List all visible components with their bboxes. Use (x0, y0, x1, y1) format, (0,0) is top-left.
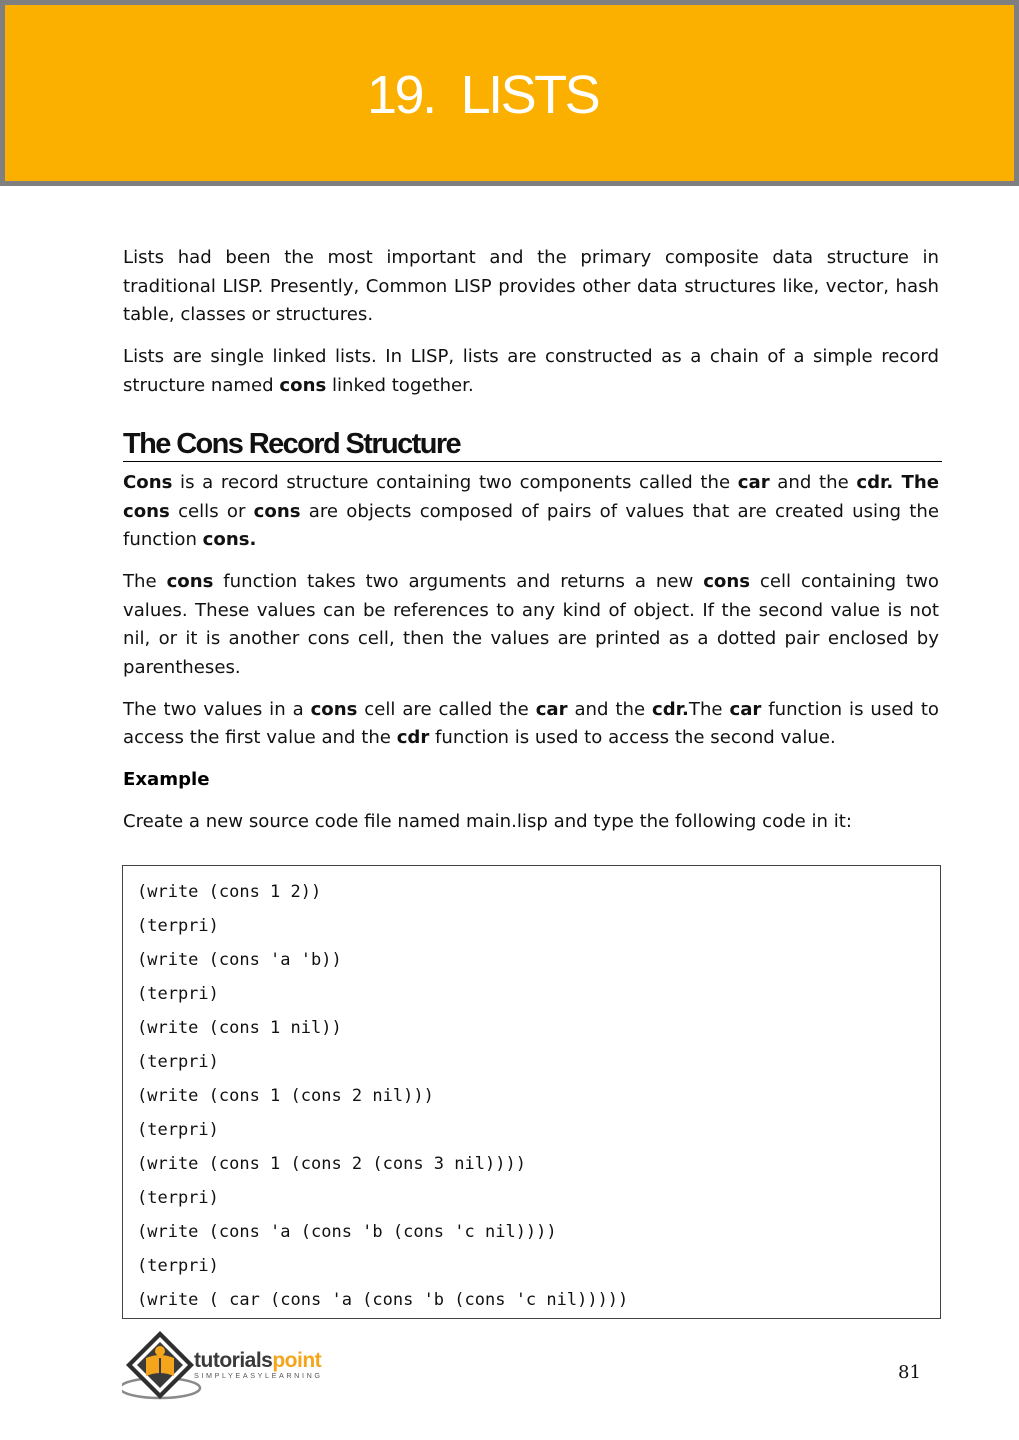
code-line: (write (cons 1 2)) (137, 882, 322, 902)
code-line: (write (cons 1 nil)) (137, 1018, 342, 1038)
code-line: (write (cons 'a (cons 'b (cons 'c nil)))) (137, 1222, 557, 1242)
code-line: (terpri) (137, 1256, 219, 1276)
code-line: (terpri) (137, 984, 219, 1004)
section-heading: The Cons Record Structure (123, 426, 942, 462)
section-paragraph-2: The cons function takes two arguments and returns a new cons cell containing two values. These values can be references to any kind of object. If the second value is not nil, or it is another cons cell, then the values are printed as a dotted pair enclosed by parentheses. (123, 571, 939, 678)
page-content (123, 244, 939, 850)
logo-text-tutorials: tutorials (194, 1349, 273, 1372)
chapter-title (367, 63, 598, 127)
logo-text-point: point (272, 1349, 322, 1372)
tutorialspoint-logo (122, 1328, 372, 1402)
code-line: (terpri) (137, 1188, 219, 1208)
page-number: 81 (898, 1362, 921, 1383)
code-line: (terpri) (137, 1052, 219, 1072)
svg-text:tutorialspoint (194, 1349, 322, 1372)
example-label: Example (123, 769, 210, 790)
code-line: (write (cons 'a 'b)) (137, 950, 342, 970)
code-block (122, 865, 941, 1319)
code-line: (write (cons 1 (cons 2 (cons 3 nil)))) (137, 1154, 526, 1174)
chapter-banner (0, 0, 1019, 186)
example-intro: Create a new source code file named main.lisp and type the following code in it: (123, 811, 852, 832)
chapter-number: 19. (367, 65, 435, 125)
logo-person-icon (155, 1346, 165, 1356)
code-line: (terpri) (137, 1120, 219, 1140)
section-paragraph-1: Cons is a record structure containing two components called the car and the cdr. The cons cells or cons are objects composed of pairs of values that are created using the function cons. (123, 472, 939, 550)
chapter-name: LISTS (460, 65, 599, 125)
intro-paragraph-1: Lists had been the most important and the primary composite data structure in traditional LISP. Presently, Common LISP provides other data structures like, vector, hash table, classes or structures. (123, 247, 939, 325)
intro-paragraph-2: Lists are single linked lists. In LISP, lists are constructed as a chain of a simple record structure named cons linked together. (123, 346, 939, 396)
code-line: (write (cons 1 (cons 2 nil))) (137, 1086, 434, 1106)
code-line: (write ( car (cons 'a (cons 'b (cons 'c nil))))) (137, 1290, 629, 1310)
section-paragraph-3: The two values in a cons cell are called the car and the cdr.The car function is used to access the first value and the cdr function is used to access the second value. (123, 698, 939, 748)
logo-tagline: SIMPLYEASYLEARNING (194, 1371, 323, 1380)
code-line: (terpri) (137, 916, 219, 936)
